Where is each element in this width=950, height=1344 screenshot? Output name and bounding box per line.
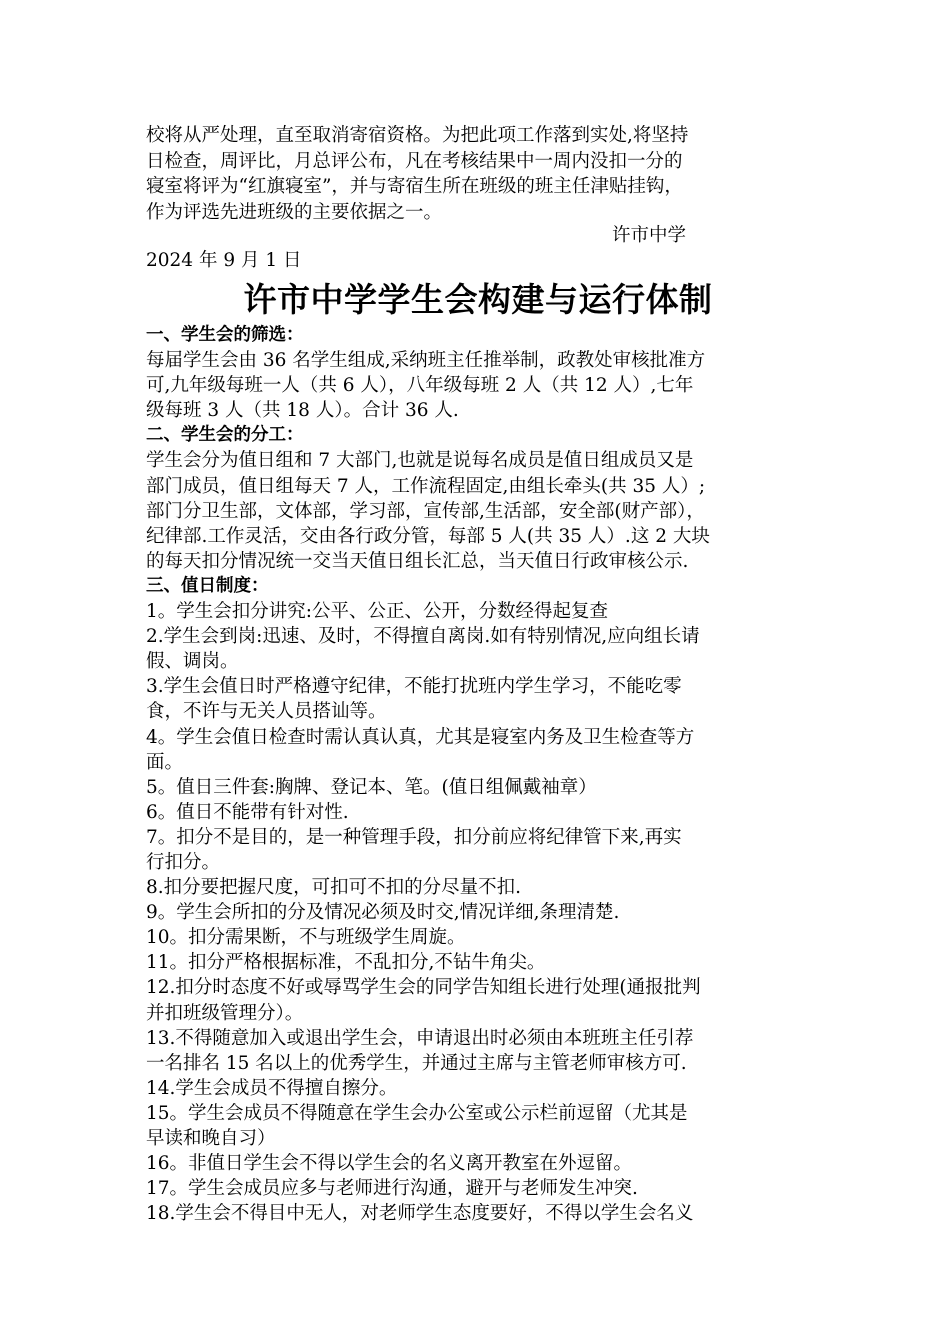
- body-line: 14.学生会成员不得擅自擦分。: [146, 1077, 398, 1099]
- body-line: 每届学生会由 36 名学生组成,采纳班主任推举制，政教处审核批准方: [146, 350, 706, 372]
- body-line: 并扣班级管理分）。: [146, 1002, 304, 1024]
- body-line: 2.学生会到岗:迅速、及时，不得擅自离岗.如有特别情况,应向组长请: [146, 626, 700, 648]
- document-title: 许市中学学生会构建与运行体制: [243, 280, 713, 319]
- body-line: 7。扣分不是目的，是一种管理手段，扣分前应将纪律管下来,再实: [146, 826, 682, 848]
- body-line: 面。: [146, 751, 184, 773]
- body-line: 9。学生会所扣的分及情况必须及时交,情况详细,条理清楚.: [146, 902, 620, 924]
- section-heading: 一、学生会的筛选：: [146, 325, 304, 345]
- intro-line: 寝室将评为“红旗寝室”，并与寄宿生所在班级的班主任津贴挂钩，: [146, 176, 683, 198]
- body-line: 8.扣分要把握尺度，可扣可不扣的分尽量不扣.: [146, 877, 522, 899]
- intro-line: 校将从严处理，直至取消寄宿资格。为把此项工作落到实处,将坚持: [146, 125, 689, 146]
- body-line: 部门成员，值日组每天 7 人，工作流程固定,由组长牵头(共 35 人）;: [146, 475, 706, 497]
- body-line: 13.不得随意加入或退出学生会，申请退出时必须由本班班主任引荐: [146, 1027, 694, 1049]
- body-line: 11。扣分严格根据标准，不乱扣分,不钻牛角尖。: [146, 952, 546, 974]
- date: 2024 年 9 月 1 日: [146, 250, 302, 271]
- intro-paragraph: [146, 123, 810, 225]
- body-line: 级每班 3 人（共 18 人）。合计 36 人.: [146, 400, 459, 422]
- body-line: 3.学生会值日时严格遵守纪律，不能打扰班内学生学习，不能吃零: [146, 676, 682, 698]
- signature: 许市中学: [612, 225, 687, 246]
- body-line: 纪律部.工作灵活，交由各行政分管，每部 5 人(共 35 人）.这 2 大块: [146, 525, 710, 547]
- body-line: 学生会分为值日组和 7 大部门,也就是说每名成员是值日组成员又是: [146, 450, 694, 472]
- section-heading: 二、学生会的分工：: [146, 425, 304, 446]
- body-line: 15。学生会成员不得随意在学生会办公室或公示栏前逗留（尤其是: [146, 1102, 688, 1124]
- body-line: 假、调岗。: [146, 651, 239, 673]
- intro-line: 作为评选先进班级的主要依据之一。: [146, 201, 443, 223]
- body-line: 10。扣分需果断，不与班级学生周旋。: [146, 927, 466, 949]
- body-line: 18.学生会不得目中无人，对老师学生态度要好，不得以学生会名义: [146, 1203, 694, 1225]
- body-line: 17。学生会成员应多与老师进行沟通，避开与老师发生冲突.: [146, 1178, 638, 1200]
- body-line: 早读和晚自习）: [146, 1128, 276, 1149]
- section-heading: 三、值日制度：: [146, 575, 269, 596]
- body-line: 可,九年级每班一人（共 6 人），八年级每班 2 人（共 12 人）,七年: [146, 375, 694, 397]
- intro-line: 日检查，周评比，月总评公布，凡在考核结果中一周内没扣一分的: [146, 150, 683, 172]
- body-line: 4。学生会值日检查时需认真认真，尤其是寝室内务及卫生检查等方: [146, 726, 695, 748]
- body-line: 行扣分。: [146, 851, 221, 873]
- body-line: 6。值日不能带有针对性.: [146, 801, 349, 823]
- body-line: 12.扣分时态度不好或辱骂学生会的同学告知组长进行处理(通报批判: [146, 977, 701, 999]
- body-line: 食，不许与无关人员搭讪等。: [146, 701, 387, 723]
- body-line: 的每天扣分情况统一交当天值日组长汇总，当天值日行政审核公示.: [146, 550, 689, 572]
- body-line: 16。非值日学生会不得以学生会的名义离开教室在外逗留。: [146, 1153, 633, 1175]
- body-line: 5。值日三件套:胸牌、登记本、笔。(值日组佩戴袖章）: [146, 776, 597, 798]
- body-line: 1。学生会扣分讲究:公平、公正、公开，分数经得起复查: [146, 601, 609, 623]
- document-body: [146, 323, 810, 1226]
- body-line: 部门分卫生部，文体部，学习部，宣传部,生活部，安全部(财产部），: [146, 500, 705, 522]
- body-line: 一名排名 15 名以上的优秀学生，并通过主席与主管老师审核方可.: [146, 1052, 687, 1074]
